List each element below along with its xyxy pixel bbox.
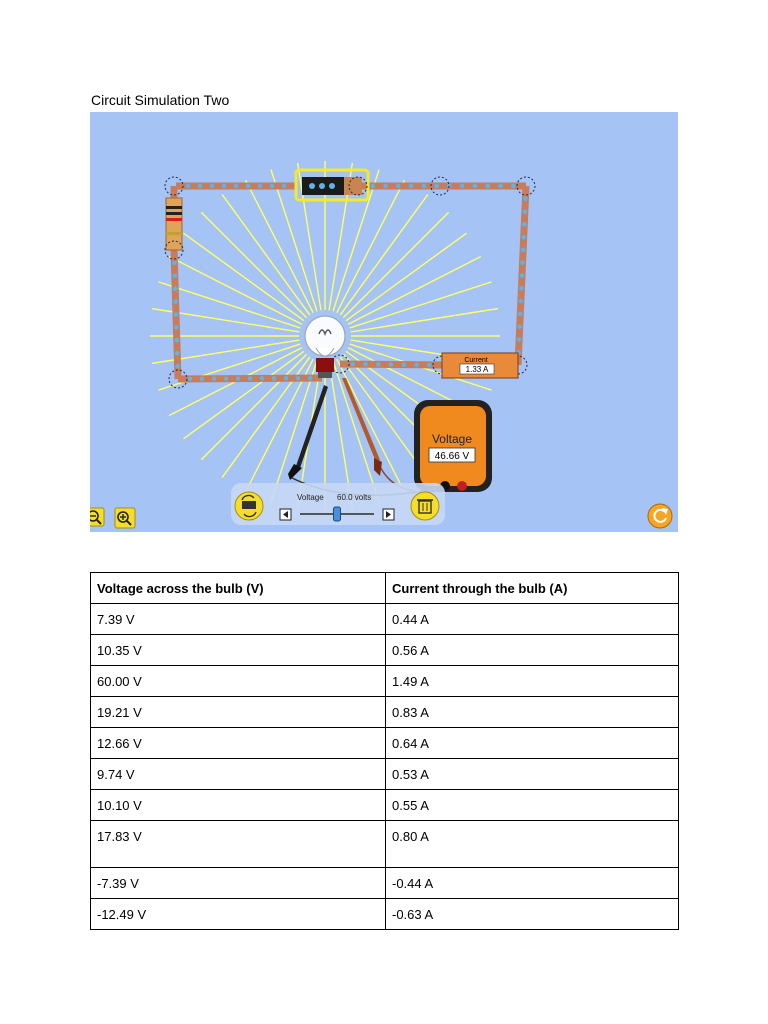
electron	[521, 248, 526, 253]
electron	[270, 184, 275, 189]
electron	[186, 184, 191, 189]
zoom-out-button[interactable]	[90, 508, 104, 526]
current-cell: 0.44 A	[386, 604, 679, 635]
electron	[434, 184, 439, 189]
current-cell: -0.63 A	[386, 899, 679, 930]
electron	[485, 184, 490, 189]
electron	[427, 363, 432, 368]
electron	[174, 325, 179, 330]
table-row	[91, 666, 679, 697]
electron	[172, 261, 177, 266]
voltage-cell: 10.35 V	[91, 635, 386, 666]
header-voltage: Voltage across the bulb (V)	[91, 573, 386, 604]
voltage-increase-button[interactable]	[383, 509, 394, 520]
electron	[173, 274, 178, 279]
light-bulb[interactable]	[305, 316, 345, 378]
voltmeter-value: 46.66 V	[434, 451, 470, 462]
electron	[383, 184, 388, 189]
light-ray	[346, 233, 467, 321]
electron	[198, 184, 203, 189]
voltmeter-label: Voltage	[431, 432, 473, 446]
electron	[396, 184, 401, 189]
electron	[224, 376, 229, 381]
electron	[296, 376, 301, 381]
voltage-cell: 60.00 V	[91, 666, 386, 697]
electron	[175, 364, 180, 369]
battery-voltage-value: 60.0 volts	[337, 493, 372, 502]
circuit-simulation[interactable]	[90, 112, 678, 532]
table-row	[91, 821, 679, 868]
table-row	[91, 604, 679, 635]
light-ray	[201, 354, 306, 459]
electron	[401, 362, 406, 367]
electron	[210, 184, 215, 189]
delete-button[interactable]	[411, 492, 439, 520]
electron	[173, 286, 178, 291]
light-ray	[222, 194, 310, 315]
electron	[517, 324, 522, 329]
electron	[370, 184, 375, 189]
ammeter-value: 1.33 A	[465, 365, 489, 374]
current-cell: -0.44 A	[386, 868, 679, 899]
electron	[376, 362, 381, 367]
voltage-cell: -7.39 V	[91, 868, 386, 899]
table-row	[91, 790, 679, 821]
electron	[414, 362, 419, 367]
electron	[519, 286, 524, 291]
electron	[498, 184, 503, 189]
current-cell: 0.80 A	[386, 821, 679, 868]
electron	[422, 184, 427, 189]
electron	[272, 376, 277, 381]
resistor[interactable]	[166, 198, 182, 250]
electron	[175, 338, 180, 343]
electron	[188, 377, 193, 382]
electron	[246, 184, 251, 189]
electron	[523, 209, 528, 214]
circuit-canvas[interactable]	[90, 112, 678, 532]
battery-voltage-label: Voltage	[297, 493, 324, 502]
red-probe[interactable]	[342, 378, 382, 476]
ammeter-label: Current	[464, 357, 488, 364]
measurement-table	[90, 572, 679, 930]
electron	[522, 222, 527, 227]
electron	[260, 376, 265, 381]
table-row	[91, 868, 679, 899]
table-header-row	[91, 573, 679, 604]
voltage-decrease-button[interactable]	[280, 509, 291, 520]
table-row	[91, 697, 679, 728]
voltmeter[interactable]	[414, 400, 492, 492]
current-cell: 1.49 A	[386, 666, 679, 697]
document-title: Circuit Simulation Two	[91, 92, 230, 108]
electron	[523, 196, 528, 201]
table-row	[91, 728, 679, 759]
voltage-cell: 19.21 V	[91, 697, 386, 728]
electron	[248, 376, 253, 381]
current-cell: 0.53 A	[386, 759, 679, 790]
reverse-battery-button[interactable]	[235, 492, 263, 520]
electron	[175, 351, 180, 356]
zoom-in-button[interactable]	[115, 508, 135, 528]
electron	[519, 299, 524, 304]
electron	[363, 362, 368, 367]
current-cell: 0.55 A	[386, 790, 679, 821]
electron	[308, 376, 313, 381]
ammeter[interactable]	[442, 353, 518, 378]
light-ray	[183, 351, 304, 439]
voltage-cell: 9.74 V	[91, 759, 386, 790]
current-cell: 0.64 A	[386, 728, 679, 759]
electron	[284, 376, 289, 381]
voltage-cell: 10.10 V	[91, 790, 386, 821]
current-cell: 0.56 A	[386, 635, 679, 666]
electron	[234, 184, 239, 189]
electron	[200, 377, 205, 382]
light-ray	[340, 194, 428, 315]
voltage-cell: 17.83 V	[91, 821, 386, 868]
electron	[212, 376, 217, 381]
current-cell: 0.83 A	[386, 697, 679, 728]
table-row	[91, 635, 679, 666]
electron	[473, 184, 478, 189]
light-ray	[201, 212, 306, 317]
electron	[520, 260, 525, 265]
voltage-slider-thumb[interactable]	[334, 507, 341, 521]
electron	[409, 184, 414, 189]
electron	[389, 362, 394, 367]
voltage-cell: 7.39 V	[91, 604, 386, 635]
electron	[236, 376, 241, 381]
electron	[258, 184, 263, 189]
table-row	[91, 759, 679, 790]
voltage-cell: -12.49 V	[91, 899, 386, 930]
electron	[511, 184, 516, 189]
electron	[174, 312, 179, 317]
light-ray	[343, 212, 448, 317]
electron	[521, 235, 526, 240]
electron	[282, 184, 287, 189]
header-current: Current through the bulb (A)	[386, 573, 679, 604]
electron	[460, 184, 465, 189]
electron	[173, 299, 178, 304]
light-ray	[183, 233, 304, 321]
table-row	[91, 899, 679, 930]
reset-button[interactable]	[648, 504, 672, 528]
electron	[350, 362, 355, 367]
electron	[520, 273, 525, 278]
electron	[518, 312, 523, 317]
wires[interactable]	[174, 186, 526, 379]
battery[interactable]	[296, 170, 368, 200]
electron	[222, 184, 227, 189]
voltage-cell: 12.66 V	[91, 728, 386, 759]
electron	[517, 337, 522, 342]
